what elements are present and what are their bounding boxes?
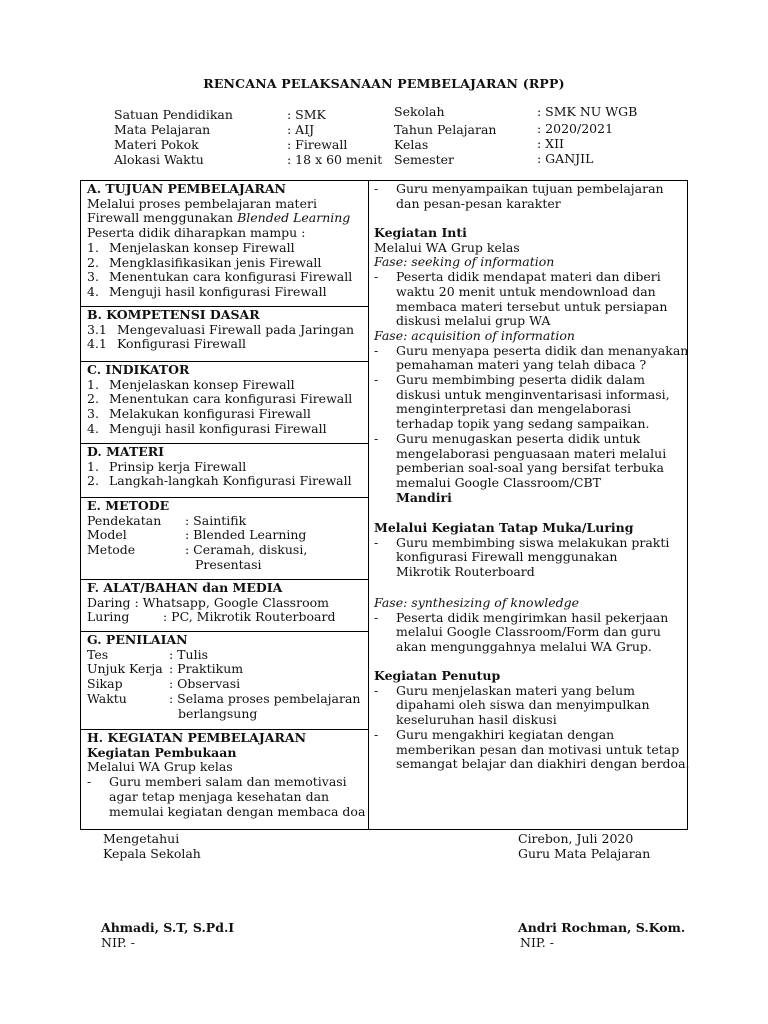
bullet-dash: - [374,726,379,742]
item-number: 2. [87,254,99,270]
bullet-text: Guru menyampaikan tujuan pembelajaran [396,181,664,196]
identity-value: : SMK [287,107,326,122]
item-text: Menentukan cara konfigurasi Firewall [109,391,353,407]
item-number: 3. [87,269,99,285]
identity-label: Semester [394,152,455,167]
field-continuation: berlangsung [178,705,258,721]
field-row [87,543,368,558]
bullet-dash: - [374,269,379,285]
field-label: Sikap [87,676,123,692]
list-item [87,378,368,393]
bullet-line: waktu 20 menit untuk mendownload dan [396,283,656,299]
item-text: Mengklasifikasikan jenis Firewall [109,254,322,270]
field-row [87,514,368,529]
list-item [87,337,368,352]
bullet-text: Guru membimbing siswa melakukan prakti [396,534,670,550]
bullet-text: Guru memberi salam dan memotivasi [109,774,347,790]
bullet-line: memalui Google Classroom/CBT [396,474,602,490]
bullet-line: diskusi untuk menginventarisasi informasi, [396,386,670,402]
phase-label: Fase: acquisition of information [374,327,575,343]
bullet-line: dan pesan-pesan karakter [396,195,561,211]
item-text: Menjelaskan konsep Firewall [109,239,295,255]
bullet-dash: - [374,342,379,358]
signature-right-nip: NIP. - [520,935,554,950]
list-item [87,392,368,407]
field-value: : Ceramah, diskusi, [185,542,308,558]
field-label: Model [87,527,127,543]
signature-right-role: Guru Mata Pelajaran [518,846,651,861]
signature-right-place-date: Cirebon, Juli 2020 [518,831,634,846]
item-text: Langkah-langkah Konfigurasi Firewall [109,473,352,489]
item-text: Menjelaskan konsep Firewall [109,376,295,392]
identity-value: : GANJIL [537,151,594,166]
list-item [87,422,368,437]
section-subheading: Melalui Kegiatan Tatap Muka/Luring [374,520,634,535]
section-heading: E. METODE [87,498,170,513]
fase-synthesizing [374,596,668,655]
bullet-dash: - [374,609,379,625]
section-c [81,362,368,444]
kegiatan-inti [374,226,688,505]
field-label: Luring [87,609,130,625]
right-column [368,181,690,829]
item-text: Menguji hasil konfigurasi Firewall [109,420,327,436]
identity-label: Satuan Pendidikan [114,107,233,122]
list-item [87,270,368,285]
section-text: Firewall menggunakan [87,210,238,226]
bullet-line [374,373,688,388]
field-label: Tes [87,646,109,662]
item-number: 2. [87,473,99,489]
left-column [81,181,369,829]
section-heading: F. ALAT/BAHAN dan MEDIA [87,580,283,595]
item-number: 1. [87,376,99,392]
field-value: : Blended Learning [185,527,307,543]
bullet-line: menginterpretasi dan mengelaborasi [396,401,631,417]
identity-value: : SMK NU WGB [537,104,638,119]
bullet-line [374,611,668,626]
item-text: Menentukan cara konfigurasi Firewall [109,269,353,285]
section-b [81,307,368,362]
bullet-line [374,432,688,447]
bullet-line: memulai kegiatan dengan membaca doa [109,803,366,819]
field-row [87,692,368,707]
field-label: Unjuk Kerja [87,661,163,677]
phase-label: Fase: synthesizing of knowledge [374,595,580,610]
item-number: 4. [87,420,99,436]
bullet-line [87,775,368,790]
bullet-line [374,270,688,285]
section-text-italic: Blended Learning [237,210,351,226]
identity-label: Sekolah [394,104,445,119]
bullet-dash: - [374,682,379,698]
opening-continued [374,182,664,211]
identity-value: : Firewall [287,137,348,152]
identity-value: : 2020/2021 [537,121,614,136]
bullet-dash: - [374,534,379,550]
item-text: Prinsip kerja Firewall [109,458,247,474]
bullet-line: pemahaman materi yang telah dibaca ? [396,357,647,373]
section-text: Peserta didik diharapkan mampu : [87,225,306,241]
field-row: Daring : Whatsapp, Google Classroom [87,594,329,610]
document-title: RENCANA PELAKSANAAN PEMBELAJARAN (RPP) [203,76,565,91]
field-value: : Saintifik [185,512,247,528]
phase-label: Fase: seeking of information [374,254,555,270]
signature-left-role: Kepala Sekolah [103,846,201,861]
bullet-line [374,344,688,359]
bullet-text: Guru mengakhiri kegiatan dengan [396,726,615,742]
section-heading: G. PENILAIAN [87,632,188,647]
bullet-line [374,684,690,699]
kegiatan-tatap-muka [374,521,669,580]
section-subheading: Kegiatan Inti [374,225,467,240]
bullet-line [374,728,690,743]
signature-left-name: Ahmadi, S.T, S.Pd.I [101,920,235,935]
list-item [87,323,368,338]
bullet-line: pemberian soal-soal yang bersifat terbuka [396,460,664,476]
bullet-line: agar tetap menjaga kesehatan dan [109,788,330,804]
bullet-dash: - [374,372,379,388]
bullet-line: melalui Google Classroom/Form dan guru [396,624,661,640]
bullet-line: semangat belajar dan diakhiri dengan berdoa. [396,756,690,772]
list-item [87,285,368,300]
field-label: Metode [87,542,136,558]
bullet-line [374,182,664,197]
section-e [81,498,368,580]
bullet-line [374,536,669,551]
list-item [87,474,368,489]
section-d [81,444,368,498]
item-text: Menguji hasil konfigurasi Firewall [109,283,327,299]
field-row [87,648,368,663]
section-f [81,580,368,632]
signature-left-title: Mengetahui [103,831,180,846]
field-row [87,610,368,625]
item-number: 2. [87,391,99,407]
bullet-line: memberikan pesan dan motivasi untuk tetap [396,741,680,757]
bullet-dash: - [87,774,92,790]
bullet-text: Peserta didik mendapat materi dan diberi [396,269,661,285]
identity-label: Kelas [394,137,429,152]
field-label: Pendekatan [87,512,162,528]
item-number: 1. [87,239,99,255]
section-heading: C. INDIKATOR [87,362,190,377]
field-label: Waktu [87,690,127,706]
item-number: 1. [87,458,99,474]
item-number: 4.1 [87,336,107,352]
identity-label: Alokasi Waktu [114,152,204,167]
item-number: 4. [87,283,99,299]
bullet-text: Guru menyapa peserta didik dan menanyakan [396,342,689,358]
item-number: 3.1 [87,321,107,337]
bullet-line: akan mengunggahnya melalui WA Grup. [396,639,652,655]
field-value: : Tulis [169,646,208,662]
item-text: Melakukan konfigurasi Firewall [109,406,311,422]
field-row [87,528,368,543]
list-item [87,256,368,271]
bullet-line: Mikrotik Routerboard [396,564,535,580]
identity-value: : AIJ [287,122,315,137]
field-value: : Observasi [169,676,241,692]
field-value: : PC, Mikrotik Routerboard [163,609,336,625]
section-heading: A. TUJUAN PEMBELAJARAN [87,181,286,196]
identity-label: Mata Pelajaran [114,122,211,137]
field-continuation: Presentasi [195,556,262,572]
field-value: : Praktikum [169,661,244,677]
section-heading: H. KEGIATAN PEMBELAJARAN [87,730,307,745]
field-row [87,677,368,692]
bullet-line: dipahami oleh siswa dan menyimpulkan [396,697,650,713]
field-value: : Selama proses pembelajaran [169,690,361,706]
signature-right-name: Andri Rochman, S.Kom. [518,920,686,935]
section-text: Melalui WA Grup kelas [374,239,520,255]
bullet-text: Guru membimbing peserta didik dalam [396,372,645,388]
list-item [87,460,368,475]
identity-label: Tahun Pelajaran [394,122,497,137]
section-g [81,632,368,730]
bullet-line: konfigurasi Firewall menggunakan [396,549,618,565]
item-number: 3. [87,406,99,422]
bullet-dash: - [374,430,379,446]
kegiatan-penutup [374,669,690,772]
identity-value: : XII [537,136,564,151]
section-a [81,181,368,307]
bullet-text: Guru menugaskan peserta didik untuk [396,430,641,446]
bullet-line: mengelaborasi penguasaan materi melalui [396,445,667,461]
signature-left-nip: NIP. - [101,935,135,950]
bullet-line: Mandiri [396,489,452,505]
section-text: Melalui WA Grup kelas [87,759,233,775]
bullet-dash: - [374,181,379,196]
bullet-line: diskusi melalui grup WA [396,313,551,329]
bullet-line: keseluruhan hasil diskusi [396,712,557,728]
bullet-text: Guru menjelaskan materi yang belum [396,682,636,698]
identity-value: : 18 x 60 menit [287,152,383,167]
field-row [87,662,368,677]
section-h [81,730,368,831]
list-item [87,241,368,256]
section-text: Melalui proses pembelajaran materi [87,195,317,211]
section-subheading: Kegiatan Pembukaan [87,744,237,760]
bullet-line: membaca materi tersebut untuk persiapan [396,298,668,314]
item-text: Konfigurasi Firewall [117,336,246,352]
bullet-text: Peserta didik mengirimkan hasil pekerjaan [396,609,669,625]
section-subheading: Kegiatan Penutup [374,668,501,683]
rpp-table [80,180,688,830]
list-item [87,407,368,422]
identity-label: Materi Pokok [114,137,199,152]
item-text: Mengevaluasi Firewall pada Jaringan [117,321,355,337]
section-heading: D. MATERI [87,444,165,459]
section-text [87,211,368,226]
section-heading: B. KOMPETENSI DASAR [87,307,260,322]
bullet-line: terhadap topik yang sedang sampaikan. [396,416,650,432]
